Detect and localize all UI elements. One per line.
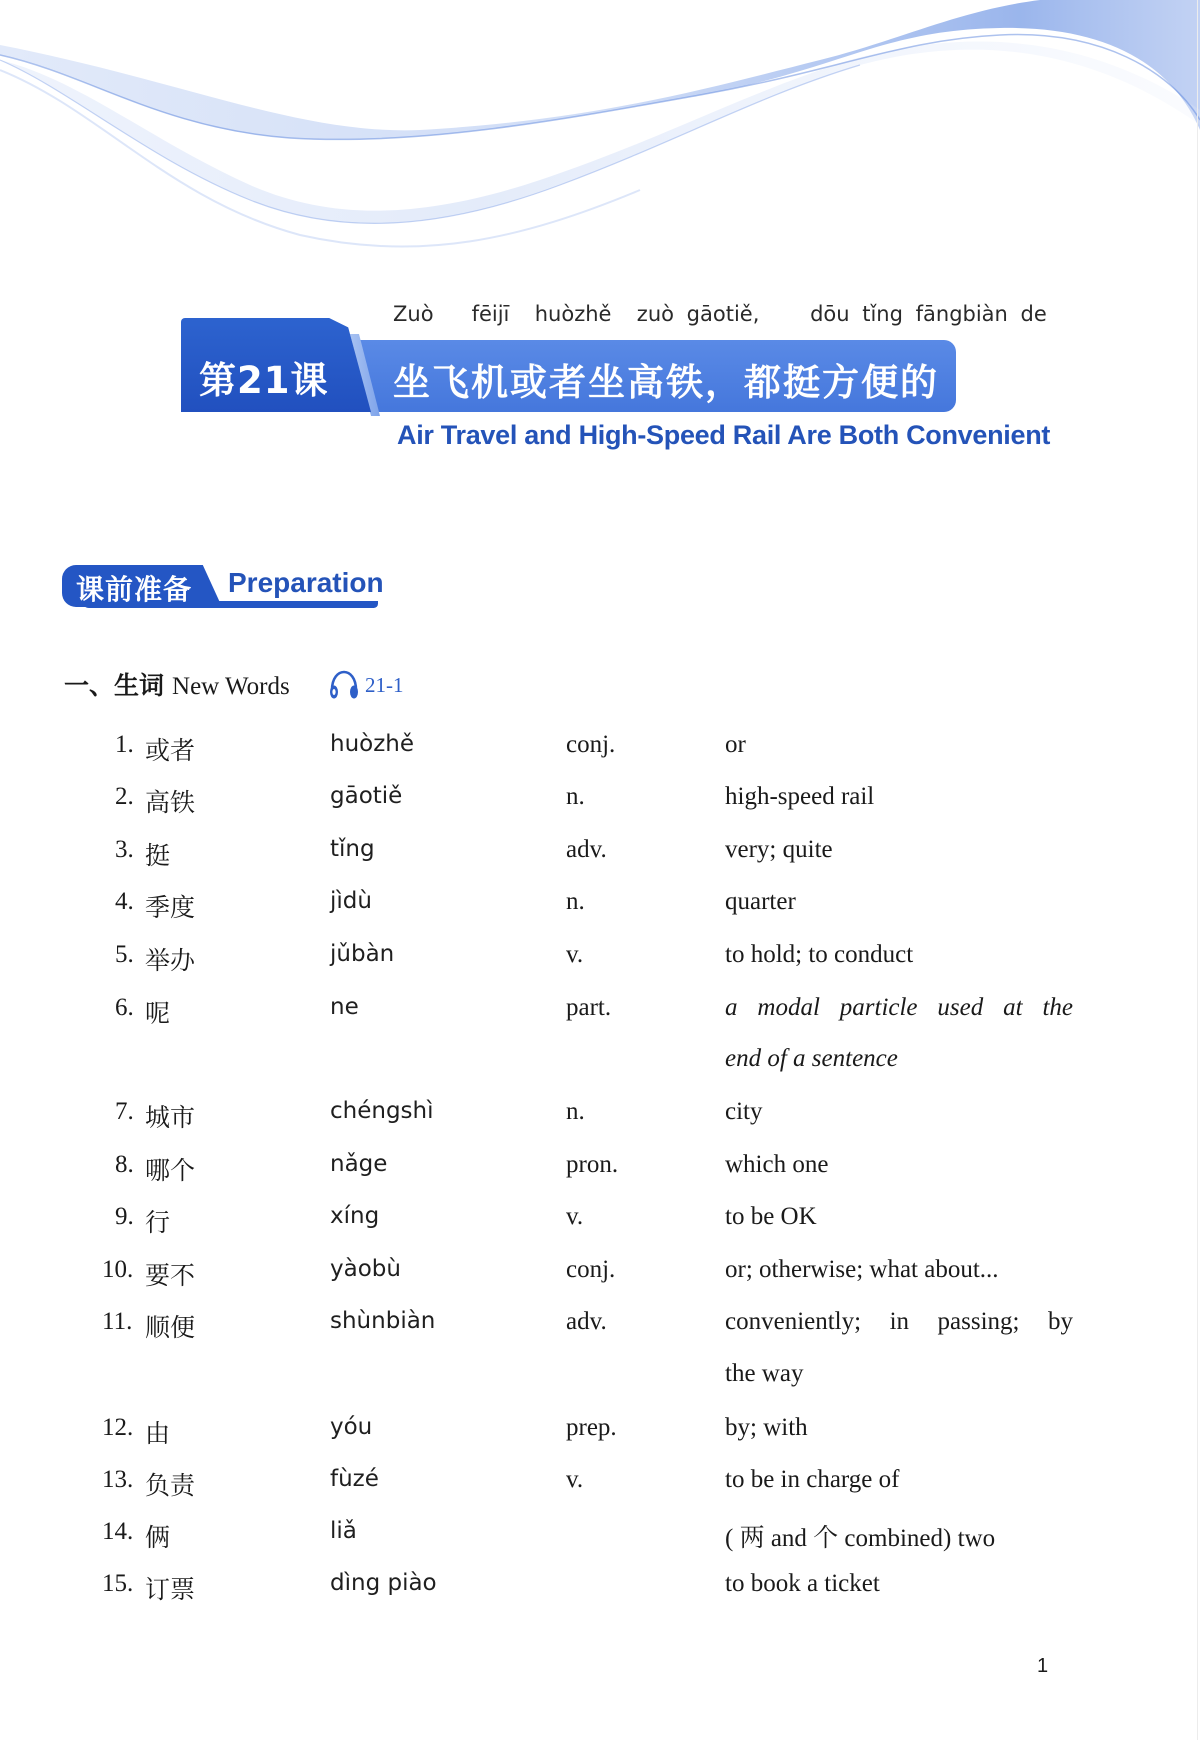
- item-pinyin: jǔbàn: [330, 941, 395, 967]
- list-item: [0, 994, 1200, 1034]
- item-hanzi: 呢: [145, 999, 171, 1028]
- new-words-heading-english: New Words: [172, 673, 290, 700]
- item-hanzi: 高铁: [145, 788, 196, 817]
- item-hanzi: 哪个: [145, 1156, 196, 1185]
- item-pinyin: nǎge: [330, 1151, 388, 1177]
- item-meaning: conveniently; in passing; by: [725, 1308, 1073, 1335]
- item-pinyin: shùnbiàn: [330, 1308, 436, 1334]
- page-number: 1: [1037, 1655, 1049, 1677]
- item-meaning: high-speed rail: [725, 783, 875, 810]
- item-pinyin: yàobù: [330, 1256, 401, 1282]
- item-number: 14.: [102, 1518, 134, 1545]
- item-meaning: to hold; to conduct: [725, 941, 914, 968]
- item-hanzi: 由: [145, 1419, 171, 1448]
- item-hanzi: 挺: [145, 841, 171, 870]
- list-item: [0, 1308, 1200, 1348]
- list-item-continuation: [0, 1360, 1200, 1400]
- list-item: [0, 941, 1200, 981]
- item-pinyin: tǐng: [330, 836, 375, 862]
- list-item: [0, 836, 1200, 876]
- item-meaning: a modal particle used at the: [725, 994, 1073, 1021]
- item-number: 5.: [115, 941, 134, 968]
- list-item: [0, 1466, 1200, 1506]
- item-number: 10.: [102, 1256, 134, 1283]
- item-meaning: or: [725, 731, 746, 758]
- list-item: [0, 1203, 1200, 1243]
- item-meaning: by; with: [725, 1414, 808, 1441]
- item-meaning: or; otherwise; what about...: [725, 1256, 999, 1283]
- list-item: [0, 1098, 1200, 1138]
- item-part-of-speech: part.: [566, 994, 612, 1021]
- item-number: 11.: [102, 1308, 133, 1335]
- item-hanzi: 负责: [145, 1471, 196, 1500]
- item-part-of-speech: n.: [566, 1098, 585, 1125]
- lesson-title-chinese: 坐飞机或者坐高铁，都挺方便的: [393, 361, 939, 404]
- item-hanzi: 或者: [145, 736, 196, 765]
- audio-track[interactable]: [327, 668, 404, 702]
- item-number: 15.: [102, 1570, 134, 1597]
- audio-track-number: 21-1: [365, 672, 404, 697]
- item-number: 12.: [102, 1414, 134, 1441]
- item-meaning: very; quite: [725, 836, 833, 863]
- list-item: [0, 731, 1200, 771]
- item-pinyin: huòzhě: [330, 731, 415, 757]
- item-meaning: to be in charge of: [725, 1466, 900, 1493]
- badge-label-english: Preparation: [228, 567, 384, 598]
- item-number: 9.: [115, 1203, 134, 1230]
- item-meaning: city: [725, 1098, 763, 1125]
- item-pinyin: fùzé: [330, 1466, 379, 1492]
- list-item: [0, 888, 1200, 928]
- item-part-of-speech: conj.: [566, 1256, 616, 1283]
- item-hanzi: 举办: [145, 946, 196, 975]
- item-number: 4.: [115, 888, 134, 915]
- item-part-of-speech: n.: [566, 888, 585, 915]
- item-number: 13.: [102, 1466, 134, 1493]
- item-part-of-speech: v.: [566, 1203, 584, 1230]
- item-pinyin: gāotiě: [330, 783, 403, 809]
- headphones-icon[interactable]: [327, 668, 361, 702]
- item-part-of-speech: v.: [566, 1466, 584, 1493]
- item-part-of-speech: adv.: [566, 836, 607, 863]
- item-part-of-speech: conj.: [566, 731, 616, 758]
- item-hanzi: 俩: [145, 1523, 171, 1552]
- item-part-of-speech: prep.: [566, 1414, 617, 1441]
- item-number: 1.: [115, 731, 134, 758]
- list-item: [0, 783, 1200, 823]
- item-meaning: ( 两 and 个 combined) two: [725, 1525, 996, 1552]
- item-pinyin: yóu: [330, 1414, 373, 1440]
- lesson-title-english: Air Travel and High-Speed Rail Are Both Convenient: [397, 420, 1051, 450]
- item-number: 3.: [115, 836, 134, 863]
- item-meaning: which one: [725, 1151, 829, 1178]
- item-meaning: to book a ticket: [725, 1570, 880, 1597]
- item-number: 6.: [115, 994, 134, 1021]
- section-badge-preparation: [62, 565, 384, 609]
- item-meaning-continued: end of a sentence: [725, 1045, 898, 1072]
- lesson-number: 第21课: [199, 359, 329, 402]
- item-part-of-speech: pron.: [566, 1151, 619, 1178]
- item-hanzi: 要不: [145, 1261, 196, 1290]
- item-pinyin: dìng piào: [330, 1570, 437, 1596]
- list-item: [0, 1570, 1200, 1610]
- item-hanzi: 城市: [145, 1103, 196, 1132]
- item-pinyin: ne: [330, 994, 359, 1020]
- item-meaning: to be OK: [725, 1203, 817, 1230]
- list-item: [0, 1151, 1200, 1191]
- list-item: [0, 1256, 1200, 1296]
- item-hanzi: 季度: [145, 893, 196, 922]
- new-words-heading: [64, 666, 290, 702]
- item-number: 8.: [115, 1151, 134, 1178]
- item-pinyin: liǎ: [330, 1518, 357, 1544]
- new-words-heading-chinese: 一、生词: [64, 671, 165, 700]
- item-part-of-speech: v.: [566, 941, 584, 968]
- wave-decoration: [0, 0, 1200, 280]
- item-pinyin: xíng: [330, 1203, 380, 1229]
- item-meaning: quarter: [725, 888, 796, 915]
- item-number: 7.: [115, 1098, 134, 1125]
- item-meaning-continued: the way: [725, 1360, 804, 1387]
- item-part-of-speech: n.: [566, 783, 585, 810]
- item-hanzi: 顺便: [145, 1313, 196, 1342]
- list-item: [0, 1414, 1200, 1454]
- badge-label-chinese: 课前准备: [76, 573, 193, 606]
- item-number: 2.: [115, 783, 134, 810]
- list-item: [0, 1518, 1200, 1558]
- item-hanzi: 订票: [145, 1575, 196, 1604]
- item-pinyin: chéngshì: [330, 1098, 434, 1124]
- item-hanzi: 行: [145, 1208, 171, 1237]
- item-part-of-speech: adv.: [566, 1308, 607, 1335]
- title-pinyin: Zuò fēijī huòzhě zuò gāotiě, dōu tǐng fāngbiàn de: [393, 302, 1047, 326]
- item-pinyin: jìdù: [330, 888, 372, 914]
- list-item-continuation: [0, 1045, 1200, 1085]
